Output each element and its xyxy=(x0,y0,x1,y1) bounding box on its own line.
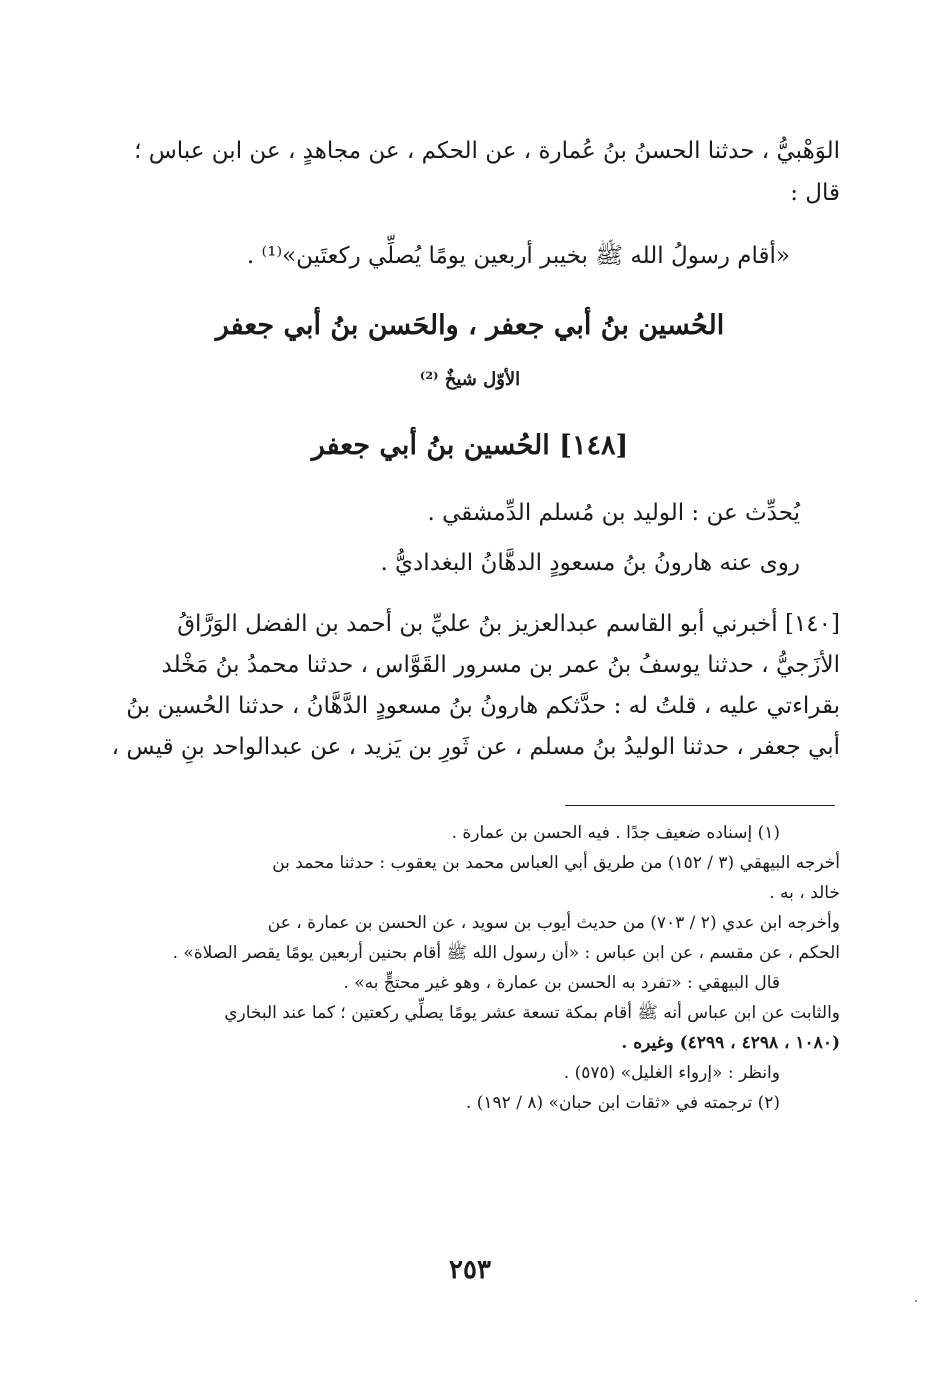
intro-line-2: قال : xyxy=(790,180,840,206)
bio-line-2: روى عنه هارونُ بنُ مسعودٍ الدهَّانُ البغداديُّ . xyxy=(380,550,800,576)
footnote-line: الحكم ، عن مقسم ، عن ابن عباس : «أن رسول الله ﷺ أقام بحنين أربعين يومًا يقصر الصلاة» . xyxy=(172,943,840,963)
hadith-line-2: الأزَجيُّ ، حدثنا يوسفُ بنُ عمر بن مسرور القَوَّاس ، حدثنا محمدُ بنُ مَخْلد xyxy=(161,652,840,678)
entry-heading: [١٤٨] الحُسين بنُ أبي جعفر xyxy=(311,430,629,461)
quote-text: «أقام رسولُ الله ﷺ بخيبر أربعين يومًا يُصلِّي ركعتَين»⁽¹⁾ . xyxy=(246,243,790,269)
footnote-line: وانظر : «إرواء الغليل» (٥٧٥) . xyxy=(563,1063,780,1083)
page-number: ٢٥٣ xyxy=(449,1255,491,1285)
section-subheading: الأوّل شيخٌ ⁽²⁾ xyxy=(419,369,521,390)
footnote-line: (١٠٨٠ ، ٤٢٩٨ ، ٤٢٩٩) وغيره . xyxy=(621,1033,840,1053)
footnote-line: أخرجه البيهقي (٣ / ١٥٢) من طريق أبي العباس محمد بن يعقوب : حدثنا محمد بن xyxy=(272,853,840,873)
section-heading: الحُسين بنُ أبي جعفر ، والحَسن بنُ أبي جعفر xyxy=(215,310,725,341)
bio-line-1: يُحدِّث عن : الوليد بن مُسلم الدِّمشقي . xyxy=(427,500,800,526)
hadith-paragraph xyxy=(100,604,840,768)
hadith-line-3: بقراءتي عليه ، قلتُ له : حدَّثكم هارونُ بنُ مسعودٍ الدَّهَّانُ ، حدثنا الحُسين بنُ xyxy=(126,693,840,719)
entry-bio xyxy=(100,488,800,588)
hadith-quote xyxy=(100,236,790,276)
hadith-line-1: [١٤٠] أخبرني أبو القاسم عبدالعزيز بنُ عليِّ بن أحمد بن الفضل الوَرَّاقُ xyxy=(177,611,840,637)
footnotes xyxy=(100,818,840,1118)
footnote-line: قال البيهقي : «تفرد به الحسن بن عمارة ، وهو غير محتجٍّ به» . xyxy=(343,973,780,993)
footnote-line: خالد ، به . xyxy=(769,883,840,903)
hadith-line-4: أبي جعفر ، حدثنا الوليدُ بنُ مسلم ، عن ثَورِ بن يَزيد ، عن عبدالواحد بنِ قيس ، xyxy=(111,734,840,760)
footnote-divider xyxy=(565,805,835,806)
scan-speck xyxy=(915,1300,917,1302)
footnote-2: (٢) ترجمته في «ثقات ابن حبان» (٨ / ١٩٢) . xyxy=(465,1093,780,1113)
intro-paragraph xyxy=(100,130,840,214)
footnote-line: وأخرجه ابن عدي (٢ / ٧٠٣) من حديث أيوب بن سويد ، عن الحسن بن عمارة ، عن xyxy=(267,913,840,933)
footnote-line: والثابت عن ابن عباس أنه ﷺ أقام بمكة تسعة عشر يومًا يصلِّي ركعتين ؛ كما عند البخاري xyxy=(224,1003,840,1023)
footnote-1: (١) إسناده ضعيف جدًا . فيه الحسن بن عمارة . xyxy=(451,823,780,843)
intro-line-1: الوَهْبيُّ ، حدثنا الحسنُ بنُ عُمارة ، عن الحكم ، عن مجاهدٍ ، عن ابن عباس ؛ xyxy=(134,138,840,164)
